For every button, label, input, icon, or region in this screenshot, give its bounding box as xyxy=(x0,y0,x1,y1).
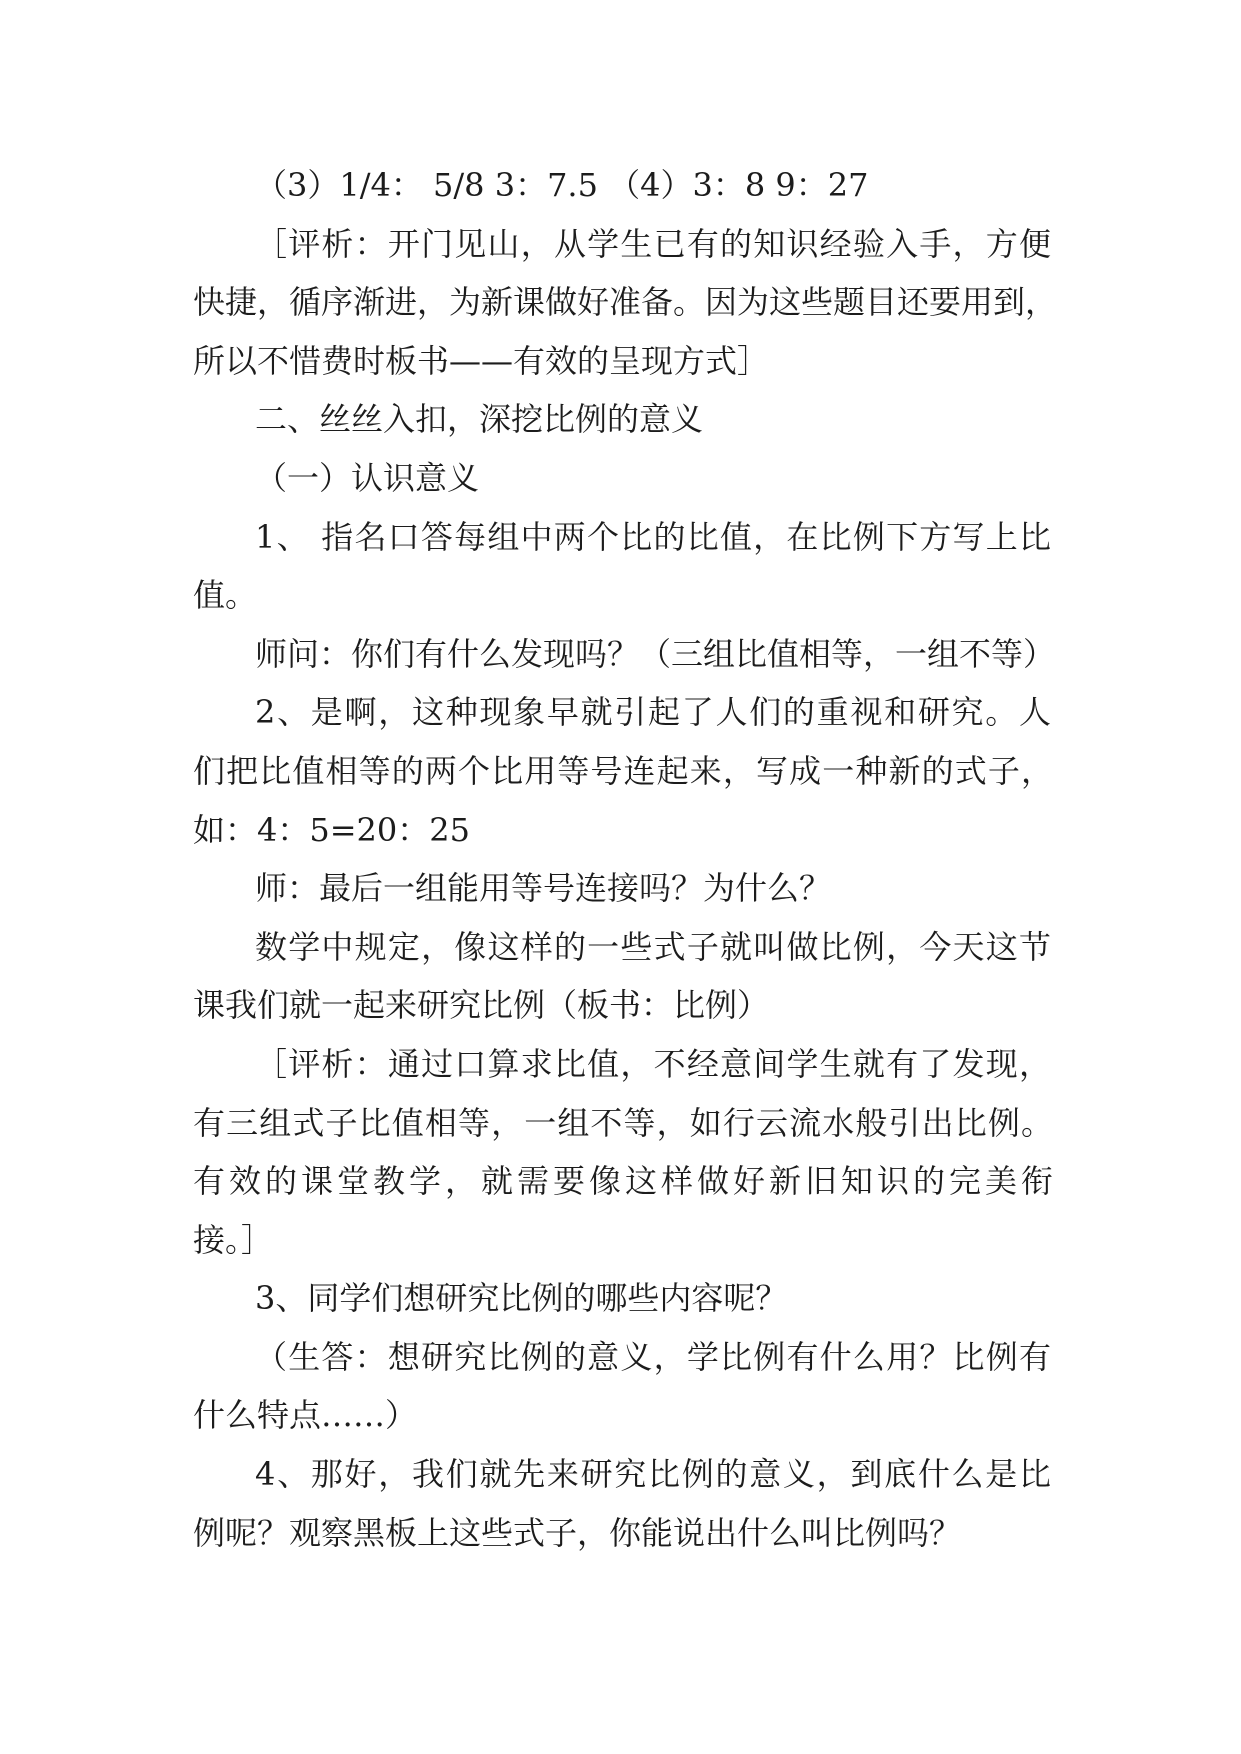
text-line: 什么特点……） xyxy=(193,1396,418,1435)
document-body xyxy=(193,156,1073,1562)
teacher-question-paragraph xyxy=(193,859,1073,918)
text-line: （生答：想研究比例的意义，学比例有什么用？比例有 xyxy=(255,1337,1051,1376)
text-line: 3、同学们想研究比例的哪些内容呢？ xyxy=(255,1279,788,1318)
text-line: 1、 指名口答每组中两个比的比值，在比例下方写上比 xyxy=(255,517,1051,556)
student-answer-paragraph xyxy=(193,1328,1073,1445)
text-line: （一）认识意义 xyxy=(255,458,480,497)
definition-paragraph xyxy=(193,918,1073,1035)
commentary-paragraph xyxy=(193,215,1073,391)
ratio-exercises-paragraph xyxy=(193,156,1073,215)
text-line: 二、丝丝入扣，深挖比例的意义 xyxy=(255,400,704,439)
text-line: ［评析：开门见山，从学生已有的知识经验入手，方便 xyxy=(255,224,1051,263)
text-line: 快捷，循序渐进，为新课做好准备。因为这些题目还要用到， xyxy=(193,283,1058,322)
text-line: 们把比值相等的两个比用等号连起来，写成一种新的式子， xyxy=(193,751,1053,790)
text-line: 2、是啊，这种现象早就引起了人们的重视和研究。人 xyxy=(255,693,1051,732)
text-line: 所以不惜费时板书——有效的呈现方式］ xyxy=(193,341,770,380)
text-line: 值。 xyxy=(193,576,258,615)
text-line: 有效的课堂教学，就需要像这样做好新旧知识的完美衔 xyxy=(193,1162,1053,1201)
text-line: 师问：你们有什么发现吗？（三组比值相等，一组不等） xyxy=(255,634,1056,673)
text-line: 有三组式子比值相等，一组不等，如行云流水般引出比例。 xyxy=(193,1103,1053,1142)
section-heading xyxy=(193,390,1073,449)
text-line: ［评析：通过口算求比值，不经意间学生就有了发现， xyxy=(255,1044,1051,1083)
commentary-paragraph xyxy=(193,1035,1073,1269)
text-line: 师：最后一组能用等号连接吗？为什么？ xyxy=(255,869,832,908)
text-line: 如：4：5=20：25 xyxy=(193,810,470,849)
text-line: 接。］ xyxy=(193,1220,274,1259)
subsection-heading xyxy=(193,449,1073,508)
step-4-paragraph xyxy=(193,1445,1073,1562)
text-line: 数学中规定，像这样的一些式子就叫做比例，今天这节 xyxy=(255,927,1051,966)
text-line: 课我们就一起来研究比例（板书：比例） xyxy=(193,986,770,1025)
step-2-paragraph xyxy=(193,683,1073,859)
text-line: 例呢？观察黑板上这些式子，你能说出什么叫比例吗？ xyxy=(193,1513,962,1552)
teacher-question-paragraph xyxy=(193,625,1073,684)
step-1-paragraph xyxy=(193,508,1073,625)
text-line: （3）1/4： 5/8 3：7.5 （4）3：8 9：27 xyxy=(255,166,869,204)
step-3-paragraph xyxy=(193,1269,1073,1328)
text-line: 4、那好，我们就先来研究比例的意义，到底什么是比 xyxy=(255,1455,1051,1494)
